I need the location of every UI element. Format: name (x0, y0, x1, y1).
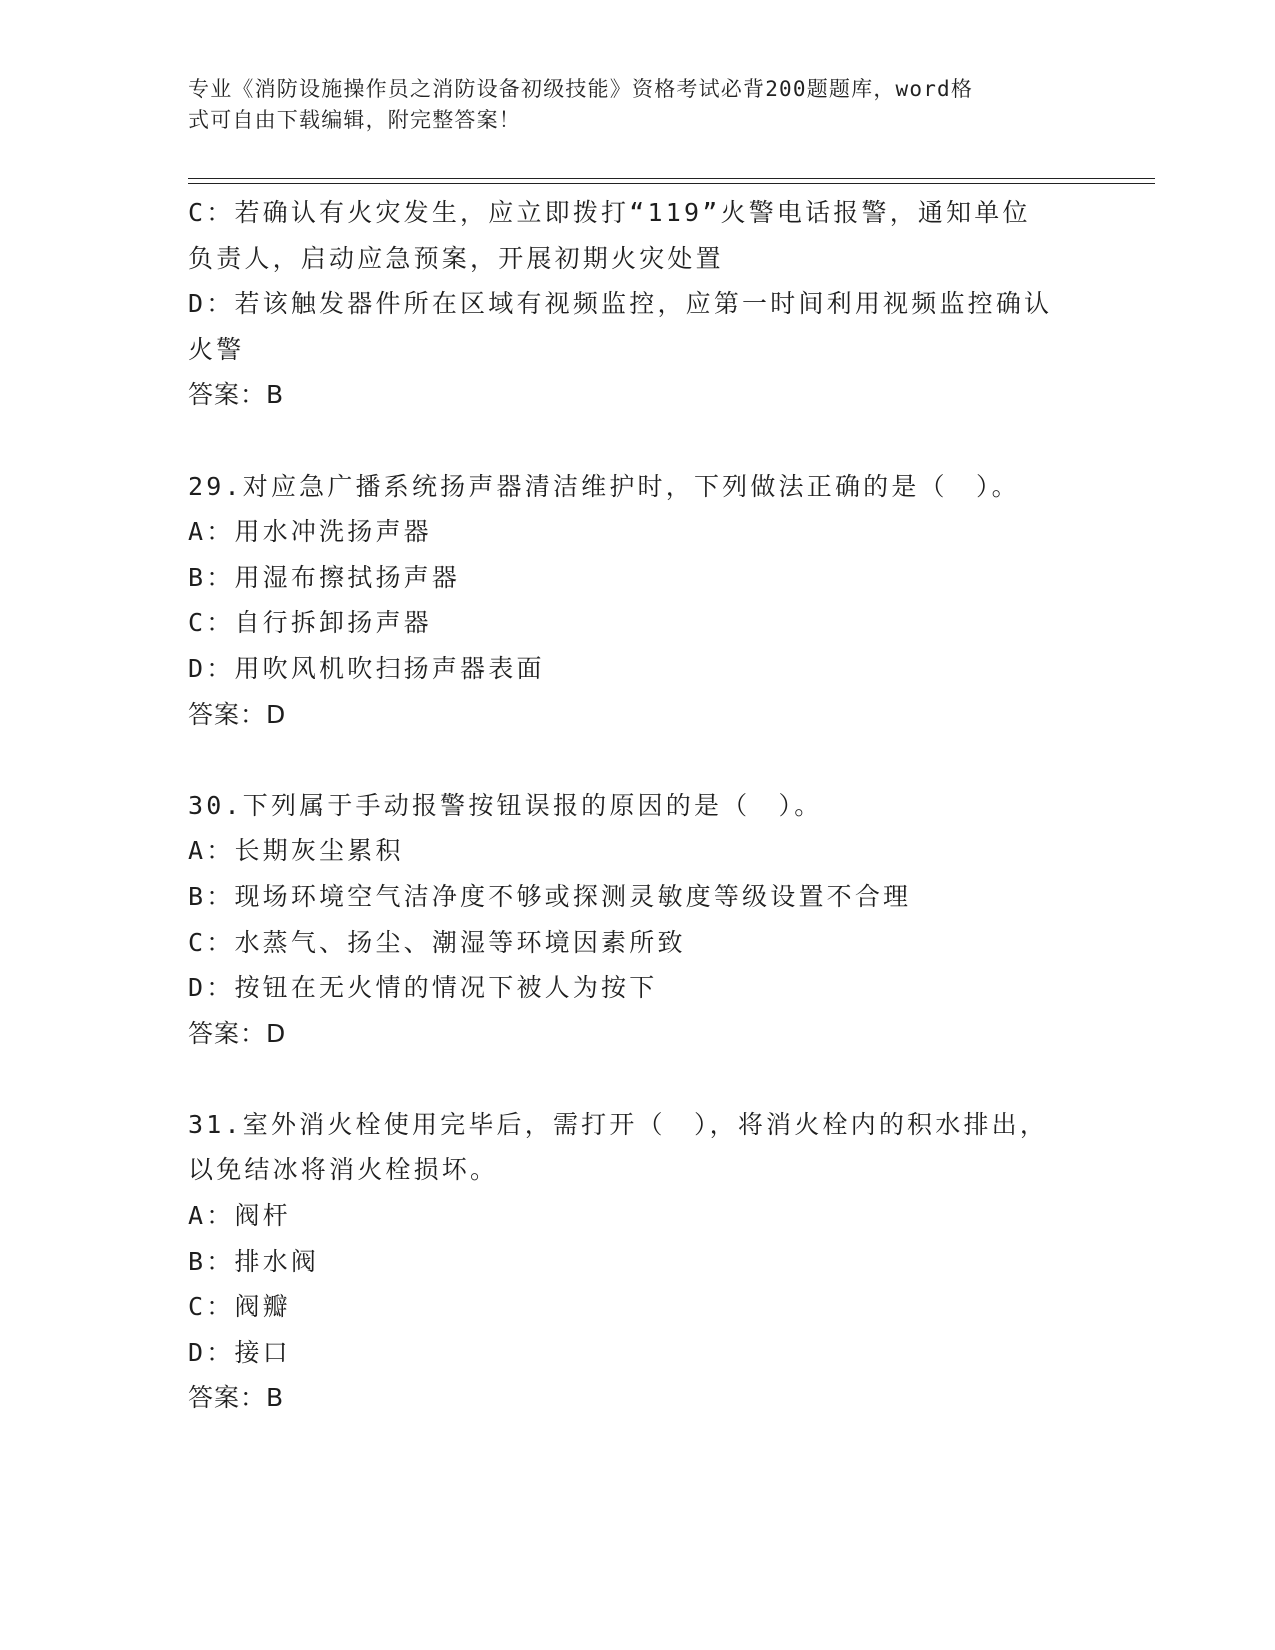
answer: 答案：D (188, 699, 287, 729)
option-d: D：用吹风机吹扫扬声器表面 (188, 653, 545, 683)
question-block-31 (188, 1102, 1088, 1421)
option-c: C：自行拆卸扬声器 (188, 608, 432, 638)
answer: 答案：B (188, 380, 285, 410)
question-stem: 30.下列属于手动报警按钮误报的原因的是（ ）。 (188, 790, 823, 820)
question-content (188, 190, 1088, 1421)
option-d: D：接口 (188, 1337, 291, 1367)
header-divider-bottom (188, 183, 1155, 184)
option-d-line-1: D：若该触发器件所在区域有视频监控，应第一时间利用视频监控确认 (188, 289, 1053, 319)
option-a: A：阀杆 (188, 1201, 291, 1231)
answer: 答案：D (188, 1018, 287, 1048)
header-divider-top (188, 178, 1155, 179)
option-c-line-1: C：若确认有火灾发生，应立即拨打“119”火警电话报警，通知单位 (188, 198, 1031, 227)
option-b: B：现场环境空气洁净度不够或探测灵敏度等级设置不合理 (188, 881, 912, 911)
prev-question-block (188, 190, 1088, 418)
option-b: B：排水阀 (188, 1246, 320, 1276)
option-c: C：水蒸气、扬尘、潮湿等环境因素所致 (188, 927, 686, 957)
option-b: B：用湿布擦拭扬声器 (188, 562, 461, 592)
answer: 答案：B (188, 1383, 285, 1413)
header-line-1: 专业《消防设施操作员之消防设备初级技能》资格考试必背200题题库，word格 (188, 77, 974, 101)
option-d: D：按钮在无火情的情况下被人为按下 (188, 973, 658, 1003)
option-c: C：阀瓣 (188, 1292, 291, 1322)
header-line-2: 式可自由下载编辑，附完整答案！ (188, 108, 521, 132)
question-block-30 (188, 783, 1088, 1057)
spacer (188, 418, 1088, 464)
document-header (188, 74, 1068, 136)
option-a: A：用水冲洗扬声器 (188, 517, 432, 547)
spacer (188, 1056, 1088, 1102)
question-block-29 (188, 464, 1088, 738)
option-a: A：长期灰尘累积 (188, 836, 404, 866)
question-stem: 29.对应急广播系统扬声器清洁维护时，下列做法正确的是（ ）。 (188, 471, 1020, 501)
option-d-line-2: 火警 (188, 334, 245, 364)
spacer (188, 737, 1088, 783)
option-c-line-2: 负责人，启动应急预案，开展初期火灾处置 (188, 243, 724, 273)
question-stem-line-2: 以免结冰将消火栓损坏。 (188, 1155, 499, 1185)
question-stem-line-1: 31.室外消火栓使用完毕后，需打开（ ），将消火栓内的积水排出， (188, 1109, 1049, 1139)
